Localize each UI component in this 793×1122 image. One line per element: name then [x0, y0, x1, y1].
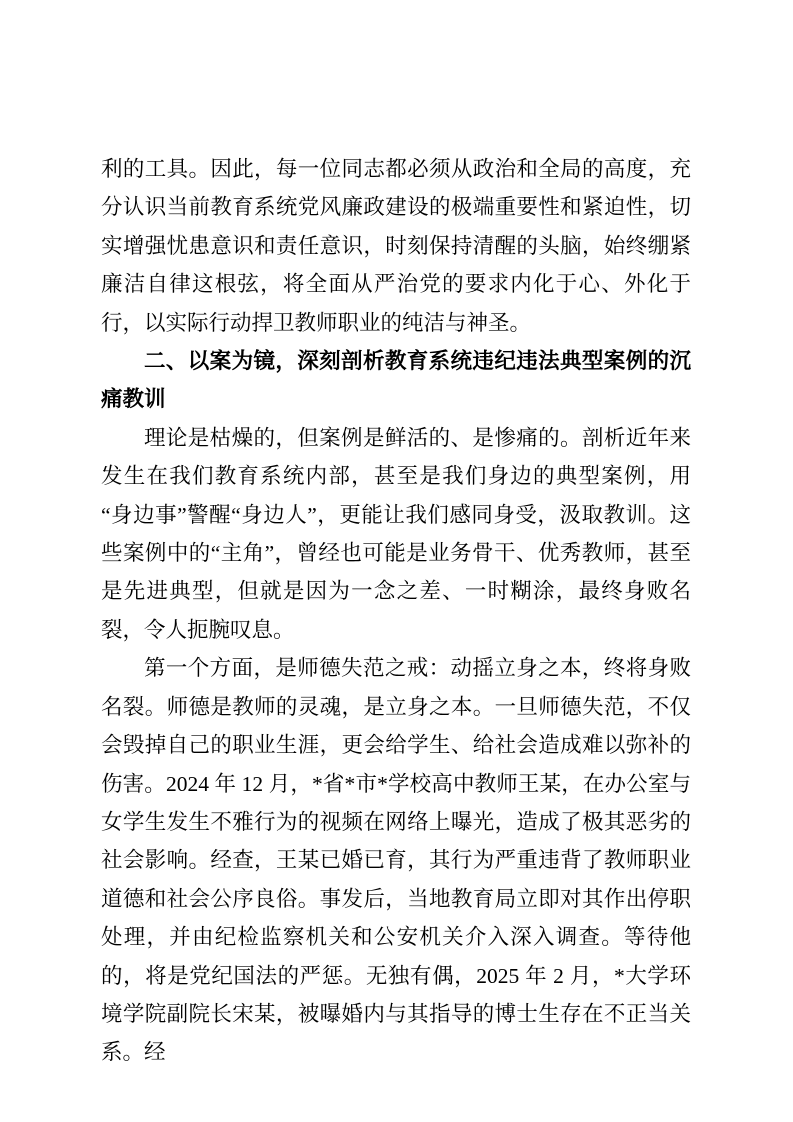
section-heading: 二、以案为镜，深刻剖析教育系统违纪违法典型案例的沉痛教训: [101, 349, 691, 412]
paragraph-case-intro: 理论是枯燥的，但案例是鲜活的、是惨痛的。剖析近年来发生在我们教育系统内部，甚至是我们身边的典型案例，用“身边事”警醒“身边人”，更能让我们感同身受，汲取教训。这些案例中的“主角”，曾经也可能是业务骨干、优秀教师，甚至是先进典型，但就是因为一念之差、一时糊涂，最终身败名裂，令人扼腕叹息。: [101, 425, 691, 642]
paragraph-first-aspect: 第一个方面，是师德失范之戒：动摇立身之本，终将身败名裂。师德是教师的灵魂，是立身之本。一旦师德失范，不仅会毁掉自己的职业生涯，更会给学生、给社会造成难以弥补的伤害。2024 年 12 月，*省*市*学校高中教师王某，在办公室与女学生发生不雅行为的视频在网络上曝光，造成了极其恶劣的社会影响。经查，王某已婚已育，其行为严重违背了教师职业道德和社会公序良俗。事发后，当地教育局立即对其作出停职处理，并由纪检监察机关和公安机关介入深入调查。等待他的，将是党纪国法的严惩。无独有偶，2025 年 2 月，*大学环境学院副院长宋某，被曝婚内与其指导的博士生存在不正当关系。经: [101, 656, 691, 1065]
paragraph-continuation: 利的工具。因此，每一位同志都必须从政治和全局的高度，充分认识当前教育系统党风廉政建设的极端重要性和紧迫性，切实增强忧患意识和责任意识，时刻保持清醒的头脑，始终绷紧廉洁自律这根弦，将全面从严治党的要求内化于心、外化于行，以实际行动捍卫教师职业的纯洁与神圣。: [101, 157, 691, 335]
